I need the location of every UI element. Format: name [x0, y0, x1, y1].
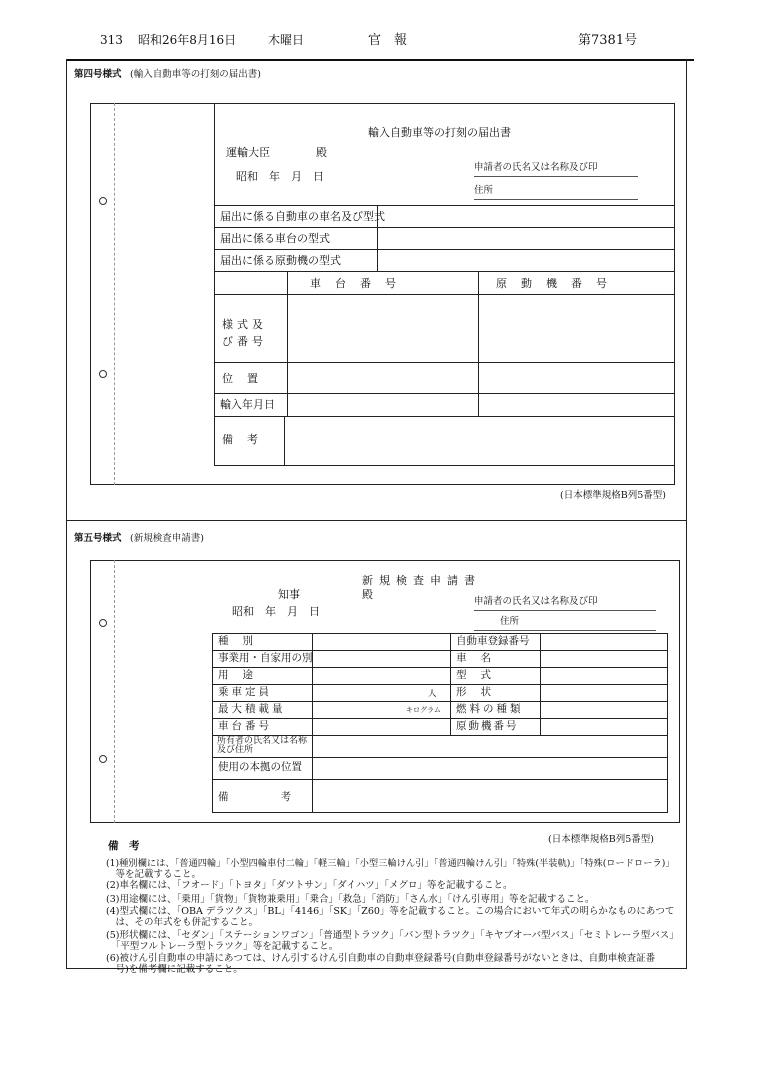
form4-applicant-field[interactable] [474, 176, 638, 177]
notes-item: は、その年式をも併記すること。 [106, 917, 259, 928]
form4-binding-margin [114, 103, 115, 485]
form5-applicant-label: 申請者の氏名又は名称及び印 [474, 596, 598, 607]
page-frame-left [66, 59, 67, 969]
form4-row-car-name: 届出に係る自動車の車名及び型式 [220, 210, 385, 223]
notes-item: 等を記載すること。 [106, 869, 202, 880]
form5-unit-kg: キログラム [406, 706, 441, 714]
form4-rule [214, 249, 675, 250]
form4-rule [214, 271, 675, 272]
form5-rule [212, 650, 668, 651]
form4-rule [214, 362, 675, 363]
form4-applicant-label: 申請者の氏名又は名称及び印 [474, 162, 598, 173]
form4-row-import-date: 輸入年月日 [220, 398, 275, 411]
form5-address-label: 住所 [500, 616, 520, 627]
section-divider [66, 520, 686, 521]
page-frame-right [686, 59, 687, 969]
form4-row-model-number: 様式及び番号 [222, 318, 267, 348]
form5-rule [212, 757, 668, 758]
form4-caption: 第四号様式 [74, 69, 122, 80]
form5-rule [212, 779, 668, 780]
form5-date-line: 昭和 年 月 日 [232, 605, 320, 618]
form5-row-engine-number: 原動機番号 [456, 720, 519, 732]
page-number: 313 [100, 33, 123, 47]
weekday: 木曜日 [268, 33, 305, 47]
form5-title: 新規検査申請書 [362, 574, 481, 587]
form4-rule [214, 294, 675, 295]
form4-rule [478, 271, 479, 416]
punch-hole-icon [99, 197, 107, 205]
form4-row-engine-type: 届出に係る原動機の型式 [220, 254, 341, 267]
form5-caption: 第五号様式 [74, 533, 122, 544]
form4-col-engine-number: 原動機番号 [496, 277, 621, 290]
form4-rule [214, 205, 675, 206]
punch-hole-icon [99, 370, 107, 378]
form5-row-remarks: 備考 [218, 791, 343, 803]
form4-address-field[interactable] [474, 199, 638, 200]
form5-row-use: 用途 [218, 669, 267, 681]
notes-item: (1)種別欄には、「普通四輪」「小型四輪車付二輪」「軽三輪」「小型三輪けん引」「普通四輪けん引」「特殊(半装軌)」「特殊(ロードローラ)」 [106, 858, 675, 869]
form5-row-fuel-type: 燃料の種類 [456, 703, 524, 715]
form4-table-left-border [214, 103, 215, 465]
form5-address-field[interactable] [474, 630, 656, 631]
header-rule [66, 59, 694, 61]
form5-row-base-location: 使用の本拠の位置 [218, 761, 302, 773]
notes-item: (3)用途欄には、「乗用」「貨物」「貨物兼乗用」「乗合」「救急」「消防」「さん水」「けん引専用」等を記載すること。 [106, 894, 595, 905]
form4-row-remarks: 備考 [222, 433, 272, 446]
form4-rule [377, 205, 378, 271]
form4-rule [214, 393, 675, 394]
punch-hole-icon [99, 755, 107, 763]
form4-row-chassis-type: 届出に係る車台の型式 [220, 232, 330, 245]
notes-item: (2)車名欄には、「フオード」「トヨタ」「ダツトサン」「ダイハツ」「メグロ」等を記載すること。 [106, 880, 513, 891]
form5-binding-margin [114, 560, 115, 823]
form5-paper-size: (日本標準規格B列5番型) [548, 834, 654, 845]
form4-row-position: 位置 [222, 372, 272, 385]
form5-row-chassis-number: 車台番号 [218, 720, 272, 732]
form4-rule [214, 465, 675, 466]
publication-date: 昭和26年8月16日 [138, 33, 237, 47]
form5-row-model: 型式 [456, 669, 505, 681]
form5-rule [212, 718, 668, 719]
form4-rule [284, 416, 285, 465]
form5-rule [212, 684, 668, 685]
form4-title: 輸入自動車等の打刻の届出書 [368, 126, 511, 139]
form4-address-label: 住所 [474, 185, 494, 196]
form4-rule [214, 227, 675, 228]
notes-item: 「平型フルトレーラ型トラツク」等を記載すること。 [106, 941, 339, 952]
form5-row-shape: 形状 [456, 686, 505, 698]
form5-caption-note: (新規検査申請書) [130, 533, 204, 544]
form5-unit-person: 人 [428, 689, 437, 699]
form5-row-car-name: 車名 [456, 652, 505, 664]
notes-item: 号)を備考欄に記載すること。 [106, 964, 243, 975]
form4-addressee: 運輸大臣 [226, 146, 270, 159]
notes-item: (6)被けん引自動車の申請にあつては、けん引するけん引自動車の自動車登録番号(自動車登録番号がないときは、自動車検査証番 [106, 953, 656, 964]
form5-honorific: 殿 [362, 588, 373, 601]
notes-heading: 備 考 [108, 840, 140, 852]
form5-row-registration-number: 自動車登録番号 [456, 635, 530, 647]
form4-col-chassis-number: 車台番号 [310, 277, 410, 290]
form4-caption-note: (輸入自動車等の打刻の届出書) [130, 69, 261, 80]
notes-item: (4)型式欄には、「OBA デラツクス」「BL」「4146」「SK」「Z60」等を記載すること。この場合において年式の明らかなものにあつて [106, 906, 675, 917]
form5-row-capacity: 乗車定員 [218, 686, 272, 698]
form4-rule [287, 271, 288, 416]
form5-row-type: 種別 [218, 635, 267, 647]
form5-addressee: 知事 [278, 588, 300, 601]
form5-applicant-field[interactable] [474, 610, 656, 611]
punch-hole-icon [99, 619, 107, 627]
issue-number: 第7381号 [578, 33, 638, 48]
publication-name: 官 報 [368, 33, 408, 48]
form5-row-business-private: 事業用・自家用の別 [218, 652, 313, 664]
form4-date-line: 昭和 年 月 日 [236, 170, 324, 183]
form4-honorific: 殿 [316, 146, 327, 159]
form5-rule [212, 667, 668, 668]
notes-item: (5)形状欄には、「セダン」「ステーションワゴン」「普通型トラツク」「バン型トラツク」「キヤブオーバ型バス」「セミトレーラ型バス」 [106, 930, 679, 941]
form4-paper-size: (日本標準規格B列5番型) [560, 490, 666, 501]
form5-row-owner: 所有者の氏名又は名称及び住所 [217, 736, 308, 755]
form5-row-max-load: 最大積載量 [218, 703, 286, 715]
form5-rule [212, 701, 668, 702]
